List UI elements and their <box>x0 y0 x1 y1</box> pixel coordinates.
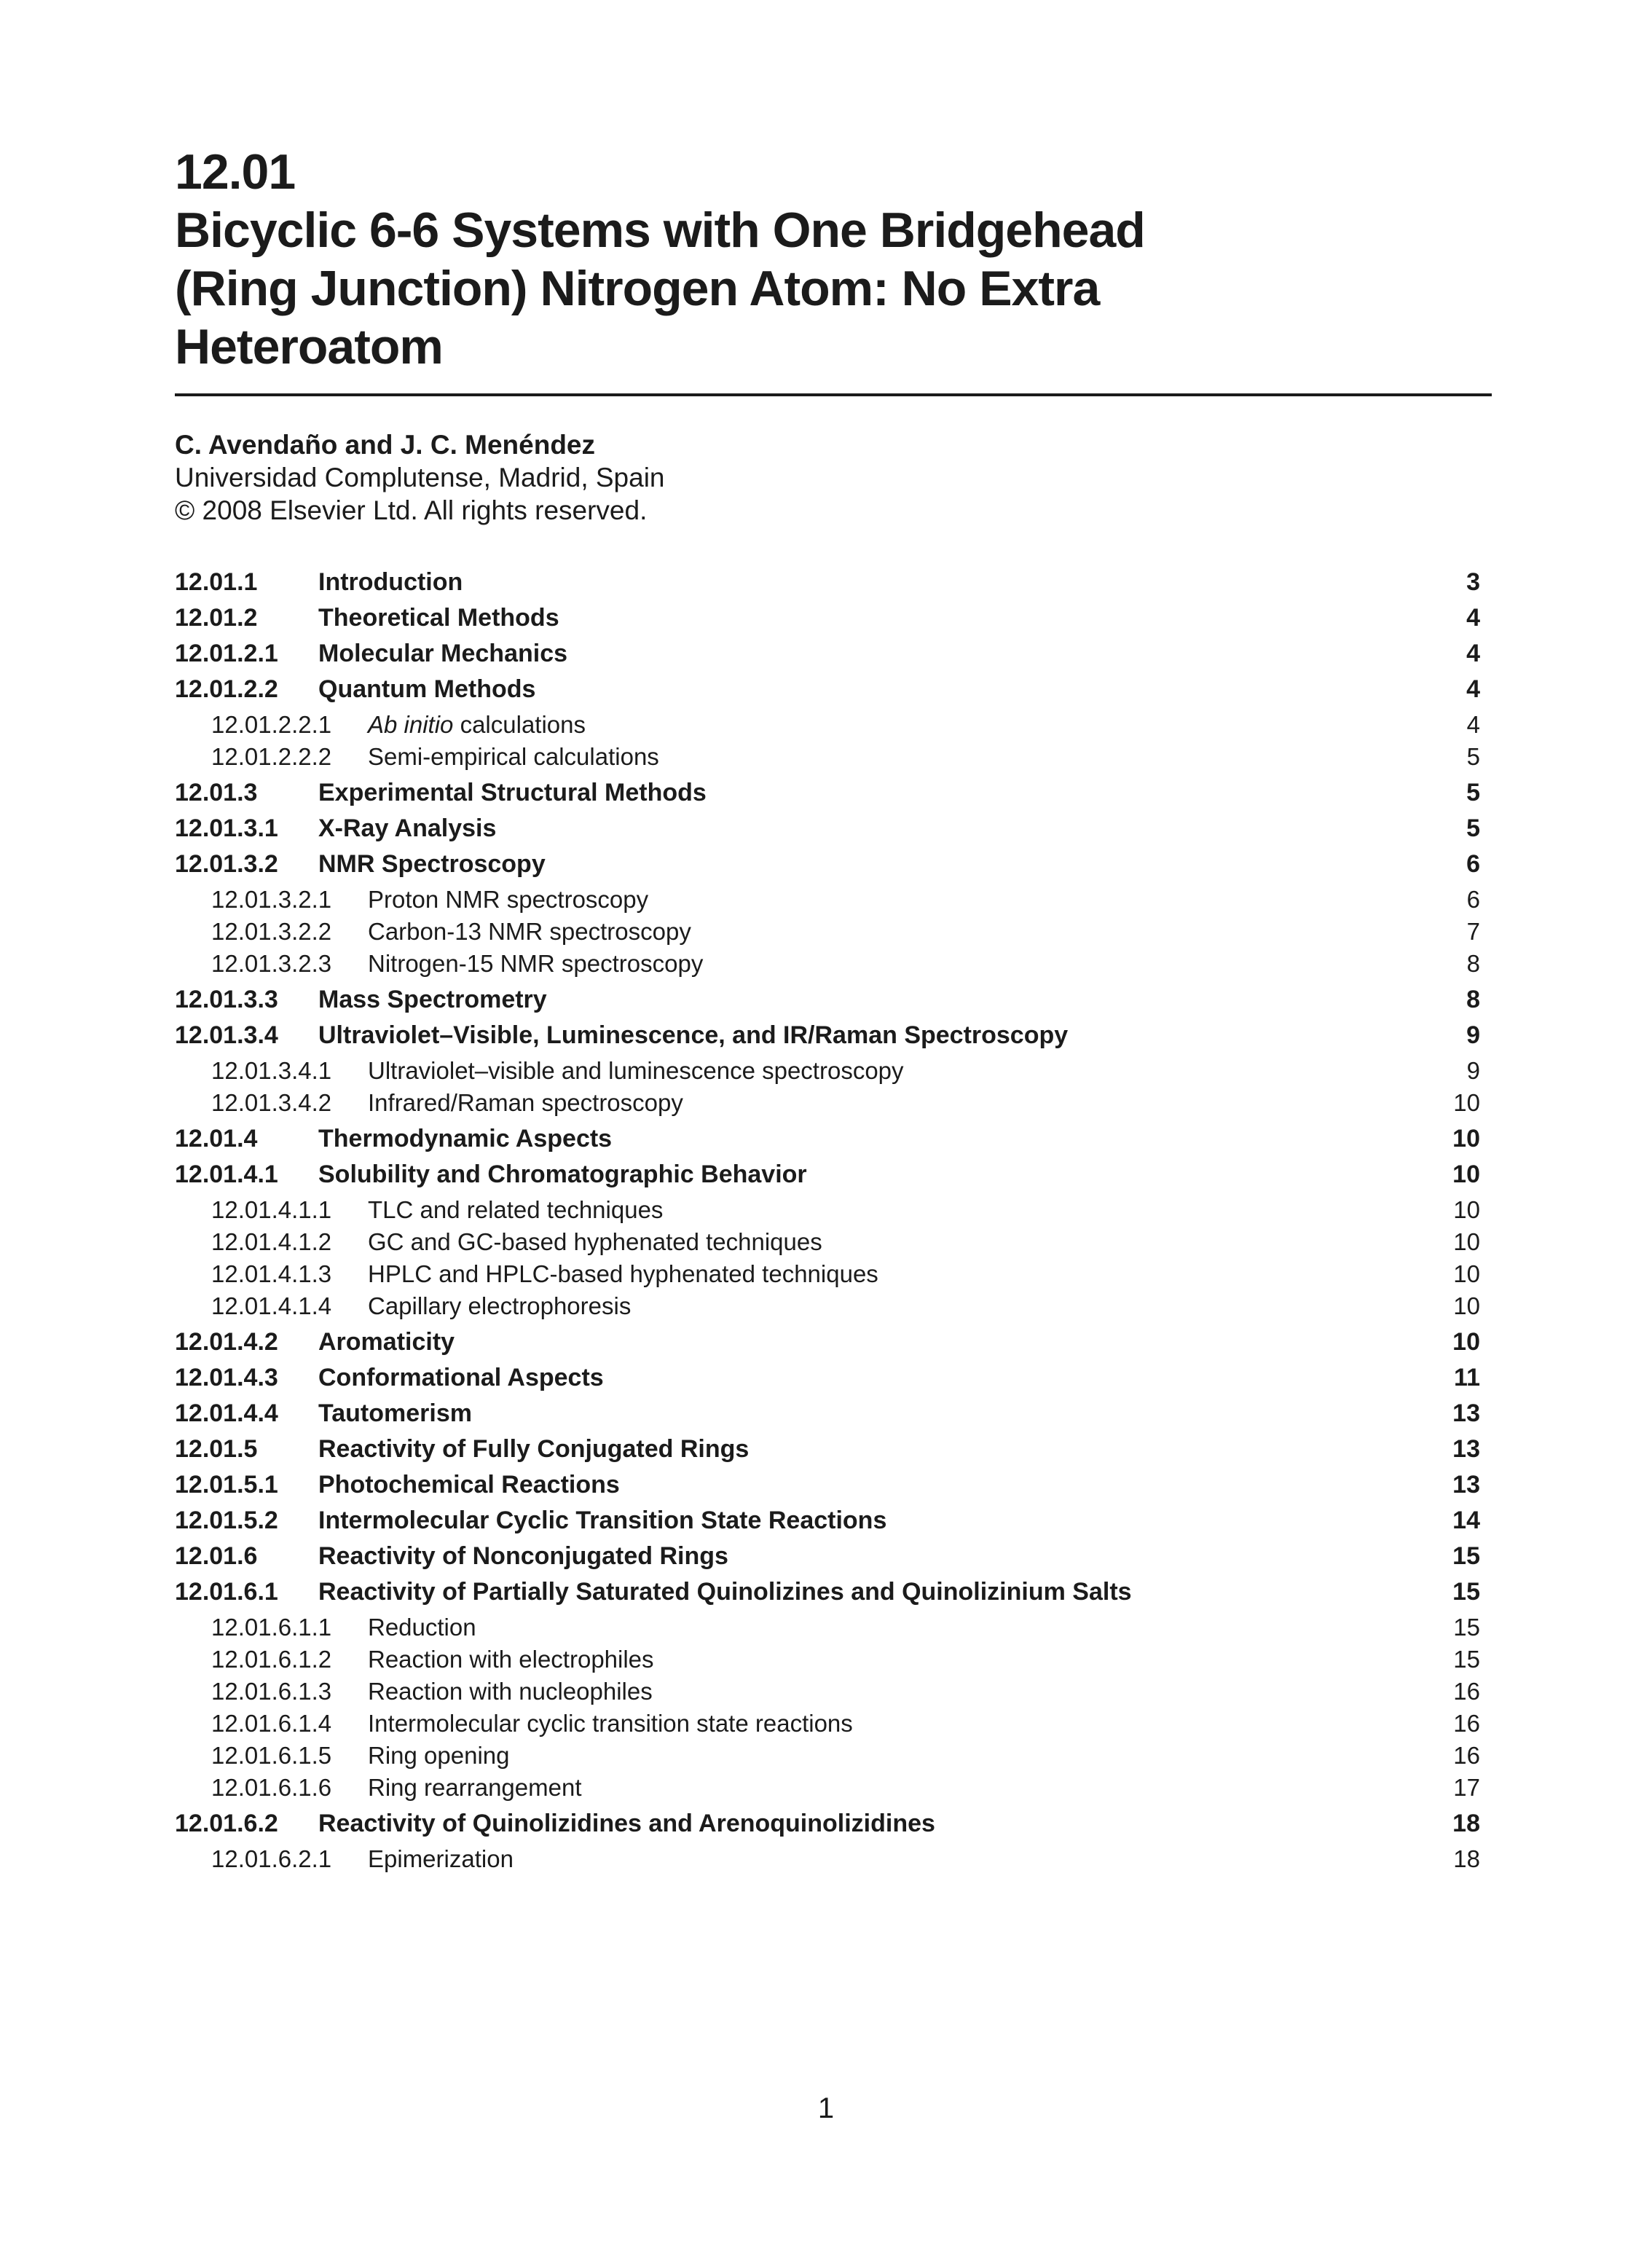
toc-entry-label: TLC and related techniques <box>368 1196 664 1223</box>
toc-entry-page: 10 <box>1452 1125 1480 1152</box>
toc-entry <box>175 675 1480 704</box>
toc-entry-label: Experimental Structural Methods <box>318 779 707 806</box>
toc-entry-page: 4 <box>1466 640 1480 667</box>
title-line: Heteroatom <box>175 319 443 374</box>
toc-entry-number: 12.01.6.2 <box>175 1810 278 1837</box>
toc-entry-label: Intermolecular Cyclic Transition State Reactions <box>318 1507 887 1534</box>
toc-entry-number: 12.01.4.1.1 <box>211 1196 332 1223</box>
toc-entry <box>175 1260 1480 1289</box>
byline <box>175 428 1492 527</box>
toc-entry-page: 3 <box>1466 568 1480 596</box>
toc-entry-page: 9 <box>1466 1021 1480 1049</box>
toc-entry-number: 12.01.6.1.2 <box>211 1646 332 1673</box>
toc-entry <box>175 710 1480 739</box>
toc-entry-number: 12.01.2 <box>175 604 258 632</box>
toc-entry-label: Nitrogen-15 NMR spectroscopy <box>368 950 704 977</box>
toc-entry <box>175 1021 1480 1050</box>
toc-entry-page: 5 <box>1466 814 1480 842</box>
toc-entry-page: 15 <box>1453 1646 1480 1673</box>
toc-entry-label: Reduction <box>368 1614 476 1641</box>
toc-entry-number: 12.01.3.2 <box>175 850 278 878</box>
toc-entry-number: 12.01.2.2.1 <box>211 711 332 738</box>
toc-entry <box>175 1124 1480 1153</box>
toc-entry-page: 8 <box>1466 986 1480 1013</box>
toc-entry-label: Quantum Methods <box>318 675 536 703</box>
toc-entry-number: 12.01.5.1 <box>175 1471 278 1499</box>
toc-entry-page: 13 <box>1452 1471 1480 1499</box>
toc-entry-label: Reaction with electrophiles <box>368 1646 654 1673</box>
affiliation: Universidad Complutense, Madrid, Spain <box>175 463 665 492</box>
toc-entry-label: Reactivity of Partially Saturated Quinolizines and Quinolizinium Salts <box>318 1578 1132 1606</box>
toc-entry-label: Epimerization <box>368 1845 514 1872</box>
toc-entry <box>175 1228 1480 1257</box>
toc-entry <box>175 1363 1480 1392</box>
toc-entry <box>175 949 1480 978</box>
toc-entry <box>175 917 1480 946</box>
toc-entry-number: 12.01.6.1.6 <box>211 1774 332 1801</box>
toc-entry-number: 12.01.6 <box>175 1542 258 1570</box>
toc-entry-number: 12.01.3.2.3 <box>211 950 332 977</box>
toc-entry-label: Reactivity of Fully Conjugated Rings <box>318 1435 750 1463</box>
toc-entry-number: 12.01.6.1.1 <box>211 1614 332 1641</box>
toc-entry-label: Proton NMR spectroscopy <box>368 886 649 913</box>
toc-entry-number: 12.01.4 <box>175 1125 258 1152</box>
toc-entry-label: Infrared/Raman spectroscopy <box>368 1089 683 1116</box>
toc-entry-page: 18 <box>1453 1845 1480 1872</box>
toc-entry-label: Intermolecular cyclic transition state reactions <box>368 1710 853 1737</box>
toc-entry <box>175 1434 1480 1464</box>
toc-entry <box>175 1542 1480 1571</box>
toc-entry-page: 15 <box>1452 1578 1480 1606</box>
toc-entry-label: Semi-empirical calculations <box>368 743 659 770</box>
toc-entry-label: GC and GC-based hyphenated techniques <box>368 1228 822 1255</box>
toc-entry-page: 4 <box>1466 675 1480 703</box>
toc-entry <box>175 603 1480 632</box>
toc-entry <box>175 1741 1480 1770</box>
page-content <box>175 143 1492 1877</box>
toc-entry-label: Thermodynamic Aspects <box>318 1125 613 1152</box>
toc-entry-page: 7 <box>1466 918 1480 945</box>
toc-entry-number: 12.01.3.4.1 <box>211 1057 332 1084</box>
toc-entry <box>175 1645 1480 1674</box>
toc-entry <box>175 1506 1480 1535</box>
toc-entry-label: Ultraviolet–Visible, Luminescence, and IR/Raman Spectroscopy <box>318 1021 1069 1049</box>
toc-entry-label: Ring opening <box>368 1742 510 1769</box>
toc-entry-number: 12.01.3.2.1 <box>211 886 332 913</box>
toc-entry-number: 12.01.4.1.2 <box>211 1228 332 1255</box>
toc-entry-number: 12.01.4.1.3 <box>211 1260 332 1287</box>
authors: C. Avendaño and J. C. Menéndez <box>175 430 596 460</box>
toc-entry <box>175 1056 1480 1085</box>
toc-entry-page: 8 <box>1466 950 1480 977</box>
toc-entry <box>175 885 1480 914</box>
toc-entry-label: Molecular Mechanics <box>318 640 568 667</box>
toc-entry-number: 12.01.4.2 <box>175 1328 278 1356</box>
toc-entry-label: Capillary electrophoresis <box>368 1292 632 1319</box>
copyright-notice: © 2008 Elsevier Ltd. All rights reserved. <box>175 495 648 525</box>
toc-entry-page: 10 <box>1453 1196 1480 1223</box>
toc-entry-number: 12.01.6.1.4 <box>211 1710 332 1737</box>
toc-entry <box>175 1809 1480 1838</box>
toc-entry-page: 10 <box>1453 1292 1480 1319</box>
toc-entry-number: 12.01.1 <box>175 568 258 596</box>
toc-entry-label: Solubility and Chromatographic Behavior <box>318 1161 807 1188</box>
toc-entry-page: 16 <box>1453 1710 1480 1737</box>
toc-entry <box>175 849 1480 879</box>
toc-entry <box>175 568 1480 597</box>
toc-entry-page: 11 <box>1454 1364 1480 1391</box>
toc-entry-label: Ultraviolet–visible and luminescence spectroscopy <box>368 1057 904 1084</box>
toc-entry-number: 12.01.6.1.3 <box>211 1678 332 1705</box>
toc-entry-number: 12.01.4.1.4 <box>211 1292 332 1319</box>
toc-entry-label: Conformational Aspects <box>318 1364 604 1391</box>
toc-entry <box>175 1195 1480 1225</box>
toc-entry-number: 12.01.5 <box>175 1435 258 1463</box>
toc-entry <box>175 1399 1480 1428</box>
toc-entry-page: 4 <box>1466 711 1480 738</box>
toc-entry-page: 5 <box>1466 779 1480 806</box>
page-number: 1 <box>817 2092 835 2124</box>
toc-entry <box>175 1470 1480 1499</box>
toc-entry-label: Introduction <box>318 568 463 596</box>
chapter-number: 12.01 <box>175 144 296 200</box>
toc-entry-page: 15 <box>1453 1614 1480 1641</box>
toc-entry-page: 15 <box>1452 1542 1480 1570</box>
toc-entry-page: 10 <box>1452 1161 1480 1188</box>
toc-entry-label: Photochemical Reactions <box>318 1471 620 1499</box>
toc-entry <box>175 1327 1480 1356</box>
toc-entry-number: 12.01.6.2.1 <box>211 1845 332 1872</box>
toc-entry-number: 12.01.6.1.5 <box>211 1742 332 1769</box>
toc-entry-number: 12.01.3.4 <box>175 1021 278 1049</box>
toc-entry-label: Reactivity of Nonconjugated Rings <box>318 1542 728 1570</box>
toc-entry-number: 12.01.5.2 <box>175 1507 278 1534</box>
toc-entry-label: Carbon-13 NMR spectroscopy <box>368 918 691 945</box>
toc-entry <box>175 1088 1480 1118</box>
toc-entry-label: Mass Spectrometry <box>318 986 547 1013</box>
toc-entry-label: Theoretical Methods <box>318 604 559 632</box>
title-line: Bicyclic 6-6 Systems with One Bridgehead <box>175 203 1145 258</box>
toc-entry-number: 12.01.4.1 <box>175 1161 278 1188</box>
toc-entry-number: 12.01.2.2 <box>175 675 278 703</box>
toc-entry <box>175 778 1480 807</box>
toc-entry-label: Tautomerism <box>318 1399 472 1427</box>
title-line: (Ring Junction) Nitrogen Atom: No Extra <box>175 261 1100 316</box>
toc-entry-number: 12.01.3.4.2 <box>211 1089 332 1116</box>
toc-entry <box>175 1677 1480 1706</box>
toc-entry <box>175 1845 1480 1874</box>
toc-entry-page: 4 <box>1466 604 1480 632</box>
toc-entry-number: 12.01.3.2.2 <box>211 918 332 945</box>
toc-entry <box>175 814 1480 843</box>
toc-entry-number: 12.01.2.2.2 <box>211 743 332 770</box>
toc-entry-page: 10 <box>1453 1228 1480 1255</box>
toc-entry-page: 5 <box>1466 743 1480 770</box>
toc-entry-page: 6 <box>1466 886 1480 913</box>
toc-entry-page: 9 <box>1466 1057 1480 1084</box>
chapter-title <box>175 201 1492 376</box>
toc-entry-page: 13 <box>1452 1399 1480 1427</box>
toc-entry-page: 17 <box>1453 1774 1480 1801</box>
toc-entry-page: 10 <box>1452 1328 1480 1356</box>
toc-entry-number: 12.01.4.3 <box>175 1364 278 1391</box>
toc-entry-label: HPLC and HPLC-based hyphenated techniques <box>368 1260 878 1287</box>
table-of-contents <box>175 568 1480 1874</box>
toc-entry-page: 10 <box>1453 1089 1480 1116</box>
toc-entry-number: 12.01.3 <box>175 779 258 806</box>
toc-entry-number: 12.01.3.1 <box>175 814 278 842</box>
toc-entry-page: 16 <box>1453 1678 1480 1705</box>
toc-entry <box>175 1160 1480 1189</box>
toc-entry-number: 12.01.4.4 <box>175 1399 278 1427</box>
toc-entry <box>175 1292 1480 1321</box>
toc-entry-number: 12.01.2.1 <box>175 640 278 667</box>
toc-entry-page: 13 <box>1452 1435 1480 1463</box>
title-rule <box>175 393 1492 396</box>
toc-entry-label: Reaction with nucleophiles <box>368 1678 653 1705</box>
toc-entry <box>175 1773 1480 1802</box>
toc-entry-label: Ring rearrangement <box>368 1774 582 1801</box>
toc-entry-label: X-Ray Analysis <box>318 814 497 842</box>
toc-entry <box>175 985 1480 1014</box>
toc-entry-label: Aromaticity <box>318 1328 455 1356</box>
toc-entry-page: 10 <box>1453 1260 1480 1287</box>
toc-entry-label: NMR Spectroscopy <box>318 850 546 878</box>
toc-entry-number: 12.01.6.1 <box>175 1578 278 1606</box>
toc-entry-page: 18 <box>1452 1810 1480 1837</box>
toc-entry-number: 12.01.3.3 <box>175 986 278 1013</box>
toc-entry <box>175 1613 1480 1642</box>
toc-entry-page: 6 <box>1466 850 1480 878</box>
toc-entry <box>175 639 1480 668</box>
toc-entry-page: 14 <box>1452 1507 1480 1534</box>
toc-entry-label: Reactivity of Quinolizidines and Arenoquinolizidines <box>318 1810 935 1837</box>
toc-entry <box>175 1709 1480 1738</box>
toc-entry <box>175 742 1480 771</box>
toc-entry-label: Ab initio calculations <box>368 711 586 738</box>
toc-entry-page: 16 <box>1453 1742 1480 1769</box>
toc-entry <box>175 1577 1480 1606</box>
